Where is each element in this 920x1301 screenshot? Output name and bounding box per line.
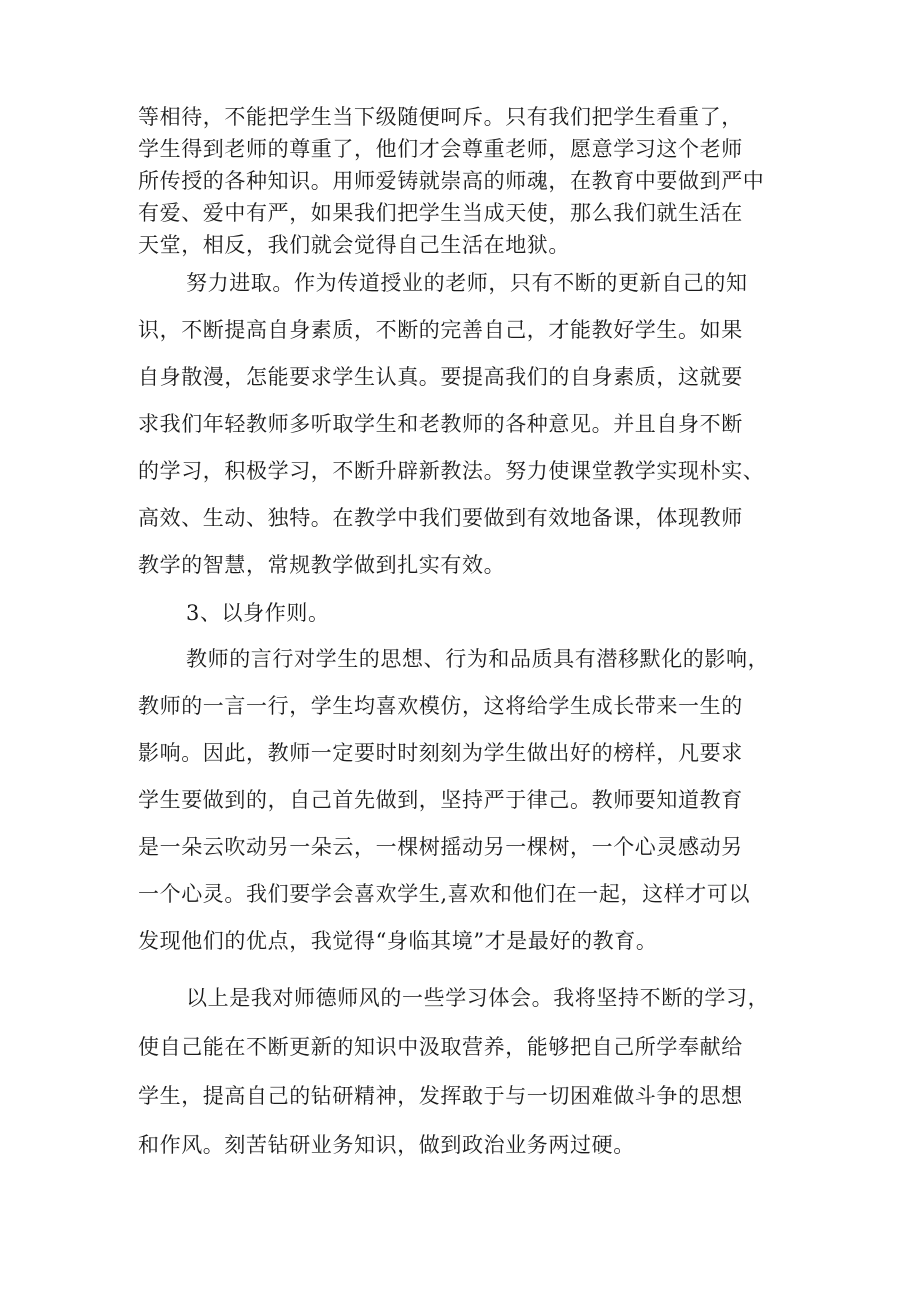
paragraph-4-line-3: 学生，提高自己的钻研精神，发挥敢于与一切困难做斗争的思想 (138, 1084, 743, 1108)
paragraph-1-line-3: 所传授的各种知识。用师爱铸就崇高的师魂，在教育中要做到严中 (138, 169, 765, 193)
section-heading-3: 3、以身作则。 (186, 601, 330, 625)
paragraph-3-line-7: 发现他们的优点，我觉得“身临其境”才是最好的教育。 (138, 929, 658, 953)
paragraph-1-line-5: 天堂，相反，我们就会觉得自己生活在地狱。 (138, 233, 570, 257)
paragraph-2-line-6: 高效、生动、独特。在教学中我们要做到有效地备课，体现教师 (138, 506, 743, 530)
paragraph-1-line-1: 等相待，不能把学生当下级随便呵斥。只有我们把学生看重了， (138, 105, 743, 129)
paragraph-2-line-5: 的学习，积极学习，不断升辟新教法。努力使课堂教学实现朴实、 (138, 459, 765, 483)
paragraph-3-line-5: 是一朵云吹动另一朵云，一棵树摇动另一棵树，一个心灵感动另 (138, 835, 743, 859)
paragraph-3-line-1: 教师的言行对学生的思想、行为和品质具有潜移默化的影响， (186, 647, 770, 671)
paragraph-2-line-3: 自身散漫，怎能要求学生认真。要提高我们的自身素质，这就要 (138, 365, 743, 389)
paragraph-3-line-6: 一个心灵。我们要学会喜欢学生,喜欢和他们在一起，这样才可以 (138, 882, 751, 906)
paragraph-3-line-4: 学生要做到的，自己首先做到，坚持严于律己。教师要知道教育 (138, 788, 743, 812)
paragraph-3-line-3: 影响。因此，教师一定要时时刻刻为学生做出好的榜样，凡要求 (138, 741, 743, 765)
paragraph-4-line-2: 使自己能在不断更新的知识中汲取营养，能够把自己所学奉献给 (138, 1035, 743, 1059)
paragraph-2-line-1: 努力进取。作为传道授业的老师，只有不断的更新自己的知 (186, 271, 748, 295)
paragraph-2-line-2: 识，不断提高自身素质，不断的完善自己，才能教好学生。如果 (138, 318, 743, 342)
paragraph-2-line-4: 求我们年轻教师多听取学生和老教师的各种意见。并且自身不断 (138, 412, 743, 436)
paragraph-1-line-2: 学生得到老师的尊重了，他们才会尊重老师，愿意学习这个老师 (138, 137, 743, 161)
paragraph-4-line-1: 以上是我对师德师风的一些学习体会。我将坚持不断的学习， (186, 986, 770, 1010)
paragraph-2-line-7: 教学的智慧，常规教学做到扎实有效。 (138, 553, 506, 577)
paragraph-4-line-4: 和作风。刻苦钻研业务知识，做到政治业务两过硬。 (138, 1133, 635, 1157)
paragraph-3-line-2: 教师的一言一行，学生均喜欢模仿，这将给学生成长带来一生的 (138, 694, 743, 718)
paragraph-1-line-4: 有爱、爱中有严，如果我们把学生当成天使，那么我们就生活在 (138, 201, 743, 225)
